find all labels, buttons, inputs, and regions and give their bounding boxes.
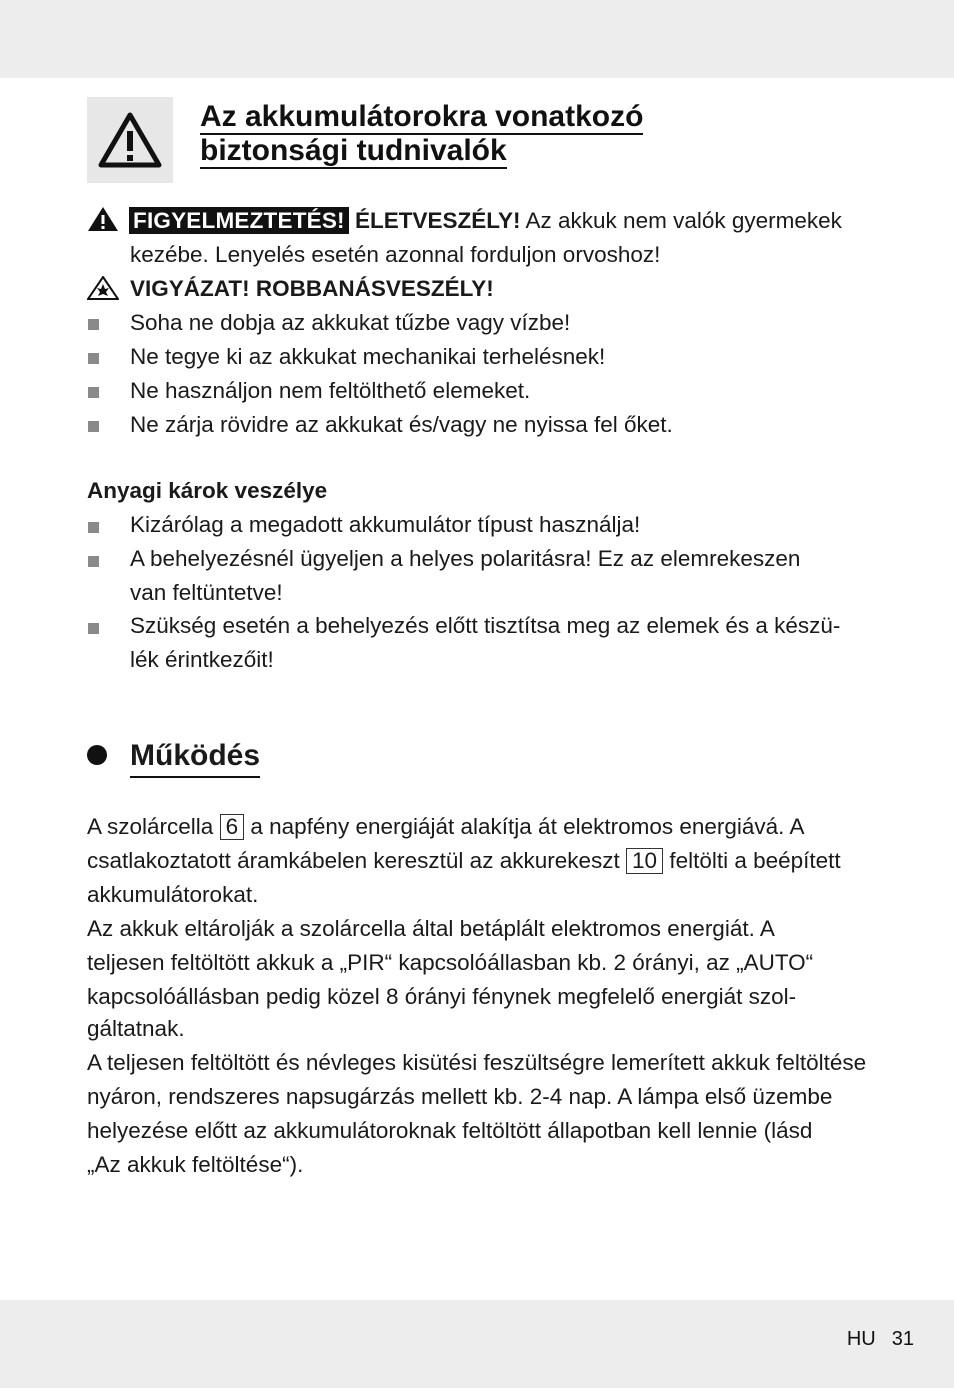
safety-title-line2: biztonsági tudnivalók <box>200 134 507 167</box>
damage-heading: Anyagi károk veszélye <box>87 478 328 503</box>
operation-p2-line2: teljesen feltöltött akkuk a „PIR“ kapcsolóállasban kb. 2 órányi, az „AUTO“ <box>87 950 814 975</box>
section-dot-icon <box>87 745 107 765</box>
damage-bullet-1: Kizárólag a megadott akkumulátor típust használja! <box>130 512 641 537</box>
warning-badge: FIGYELMEZTETÉS! <box>129 207 349 234</box>
footer-band <box>0 1300 954 1388</box>
safety-bullet-1: Soha ne dobja az akkukat tűzbe vagy vízbe! <box>130 310 571 335</box>
warning-text-2: kezébe. Lenyelés esetén azonnal forduljon orvoshoz! <box>130 242 661 267</box>
operation-p1-d: feltölti a beépített <box>669 848 841 873</box>
explosion-warning-icon <box>87 276 119 300</box>
damage-bullet-2-line2: van feltüntetve! <box>130 580 283 605</box>
operation-p2-line4: gáltatnak. <box>87 1016 185 1041</box>
safety-bullet-2: Ne tegye ki az akkukat mechanikai terhelésnek! <box>130 344 606 369</box>
operation-p3-line2: nyáron, rendszeres napsugárzás mellett kb. 2-4 nap. A lámpa első üzembe <box>87 1084 833 1109</box>
operation-p1-a: A szolárcella <box>87 814 214 839</box>
safety-bullet-3: Ne használjon nem feltölthető elemeket. <box>130 378 531 403</box>
warning-triangle-icon <box>98 111 162 169</box>
operation-p3-line1: A teljesen feltöltött és névleges kisütési feszültségre lemerített akkuk feltöltése <box>87 1050 867 1075</box>
warning-lead: ÉLETVESZÉLY! <box>355 208 521 233</box>
damage-bullet-3-line1: Szükség esetén a behelyezés előtt tisztítsa meg az elemek és a készü- <box>130 613 841 638</box>
page-footer <box>847 1328 914 1351</box>
safety-title <box>200 100 643 168</box>
square-bullet-icon <box>88 353 99 364</box>
square-bullet-icon <box>88 319 99 330</box>
square-bullet-icon <box>88 387 99 398</box>
operation-p1-e: akkumulátorokat. <box>87 882 259 907</box>
operation-p3-line4: „Az akkuk feltöltése“). <box>87 1152 304 1177</box>
operation-p1-line2 <box>87 844 841 878</box>
warning-line <box>87 204 887 238</box>
square-bullet-icon <box>88 522 99 533</box>
safety-bullet-4: Ne zárja rövidre az akkukat és/vagy ne nyissa fel őket. <box>130 412 673 437</box>
safety-title-line1: Az akkumulátorokra vonatkozó <box>200 100 644 133</box>
square-bullet-icon <box>88 623 99 634</box>
reference-number: 10 <box>626 848 663 874</box>
square-bullet-icon <box>88 556 99 567</box>
page-number: 31 <box>891 1328 914 1350</box>
reference-number: 6 <box>220 814 245 840</box>
operation-p1-line1 <box>87 810 804 844</box>
caution-title: VIGYÁZAT! ROBBANÁSVESZÉLY! <box>130 276 494 301</box>
damage-bullet-3-line2: lék érintkezőit! <box>130 647 274 672</box>
operation-p2-line1: Az akkuk eltárolják a szolárcella által betáplált elektromos energiát. A <box>87 916 775 941</box>
warning-box <box>87 97 173 183</box>
operation-p1-c: csatlakoztatott áramkábelen keresztül az akkurekeszt <box>87 848 620 873</box>
operation-p3-line3: helyezése előtt az akkumulátoroknak feltöltött állapotban kell lennie (lásd <box>87 1118 813 1143</box>
operation-p2-line3: kapcsolóállásban pedig közel 8 órányi fénynek megfelelő energiát szol- <box>87 984 797 1009</box>
operation-p1-b: a napfény energiáját alakítja át elektromos energiává. A <box>250 814 805 839</box>
operation-title: Működés <box>130 736 260 778</box>
header-band <box>0 0 954 78</box>
language-code: HU <box>846 1328 876 1350</box>
warning-triangle-icon <box>87 206 119 232</box>
square-bullet-icon <box>88 421 99 432</box>
warning-text-1: Az akkuk nem valók gyermekek <box>525 208 842 233</box>
damage-bullet-2-line1: A behelyezésnél ügyeljen a helyes polaritásra! Ez az elemrekeszen <box>130 546 801 571</box>
